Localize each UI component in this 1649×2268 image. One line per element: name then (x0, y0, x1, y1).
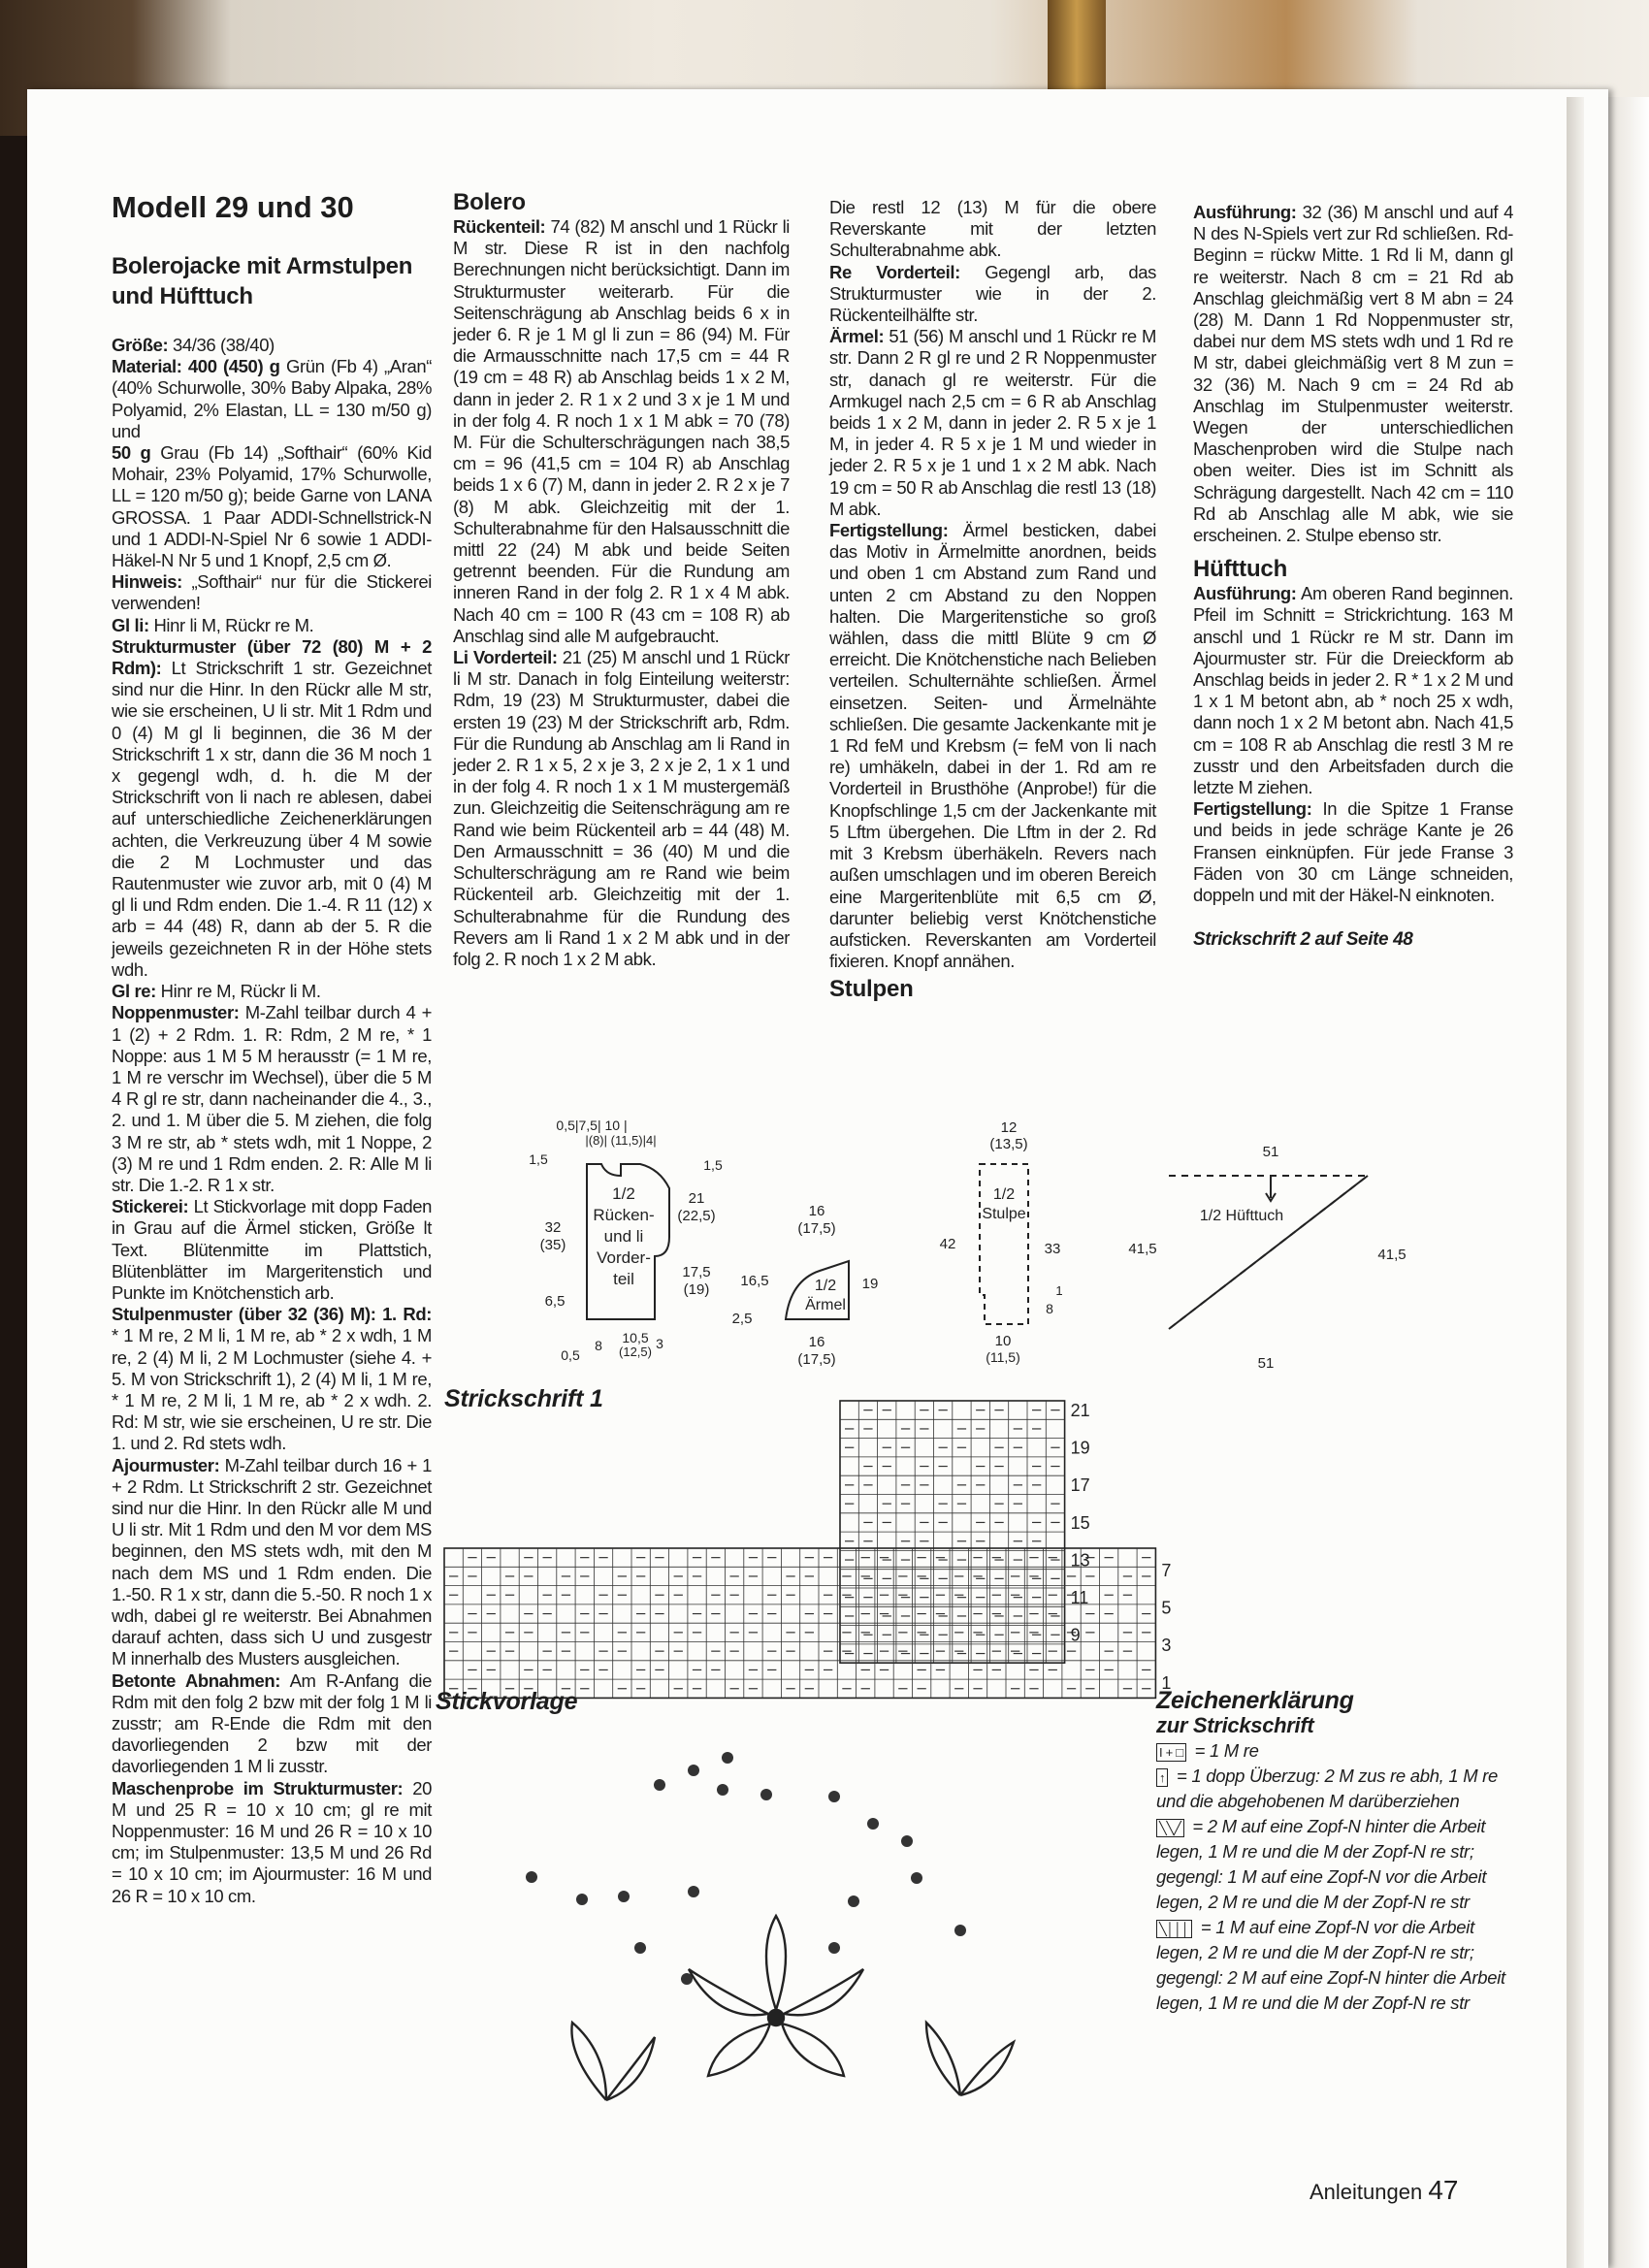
paragraph-label: Li Vorderteil: (453, 647, 558, 668)
column-1-text (112, 335, 432, 1907)
column-2-text (453, 216, 790, 970)
chart-row-number: 11 (1070, 1588, 1089, 1607)
svg-text:1,5: 1,5 (703, 1157, 723, 1173)
col4b-paragraph (1193, 798, 1513, 906)
footer-label: Anleitungen (1310, 2180, 1423, 2204)
svg-text:16: 16 (808, 1203, 825, 1219)
paragraph-text: Grau (Fb 14) „Softhair“ (60% Kid Mohair, 23% Polyamid, 17% Schurwolle, LL = 120 m/50 g); beide Garne von LANA GROSSA. 1 Paar ADDI-Schnellstrick-N und 1 ADDI-N-Spiel Nr 6 sowie 1 ADDI-Häkel-N Nr 5 und 1 Knopf, 2,5 cm Ø. (112, 442, 432, 571)
paragraph-text: Gegengl arb, das Strukturmuster wie in der 2. Rückenteilhälfte str. (829, 261, 1156, 326)
svg-text:51: 51 (1262, 1144, 1279, 1160)
paragraph-label: Material: 400 (450) g (112, 356, 280, 377)
chart-row-number: 15 (1070, 1512, 1090, 1533)
svg-text:1,5: 1,5 (529, 1151, 548, 1167)
col1-paragraph (112, 1002, 432, 1196)
column-2 (453, 187, 790, 970)
paragraph-text: Lt Strickschrift 1 str. Gezeichnet sind nur die Hinr. In den Rückr alle M str, wie sie erscheinen, U li str. Mit 1 Rdm und 0 (4) M gl li beginnen, die 36 M der Strickschrift 1 x str, dann die 36 M noch 1 x gegengl wdh, d. h. die M der Strickschrift von li nach re ablesen, dabei auf unterschiedliche Zeichenerklärungen achten, die Verkreuzung über 4 M sowie die 2 M Lochmuster und das Rautenmuster wie zuvor arb, mit 0 (4) M gl li und Rdm enden. Die 1.-4. R 11 (12) x arb = 44 (48) R, dann ab der 5. R die jeweils gezeichneten R in der Höhe stets wdh. (112, 658, 432, 980)
paragraph-text: M-Zahl teilbar durch 16 + 1 + 2 Rdm. Lt Strickschrift 2 str. Gezeichnet sind nur die Hinr. In den Rückr alle M und U li str. Mit 1 Rdm und den M vor dem MS beginnen, den MS stets wdh, mit den M nach dem MS und 1 Rdm enden. Die 1.-50. R 1 x str, dann die 5.-50. R noch 1 x wdh, dabei gl re weiterstr. Bei Abnahmen darauf achten, dass sich U und zusgestr M innerhalb des Musters ausgleichen. (112, 1454, 432, 1669)
legend-text: = 1 M auf eine Zopf-N vor die Arbeit legen, 2 M re und die M der Zopf-N re str; gegengl: 2 M auf eine Zopf-N hinter die Arbeit legen, 1 M re und die M der Zopf-N re str (1156, 1917, 1505, 2013)
paragraph-text: 34/36 (38/40) (168, 335, 275, 355)
paragraph-label: Gl li: (112, 614, 149, 635)
column-3 (829, 197, 1156, 1003)
paragraph-label: Strukturmuster (über 72 (80) M + 2 Rdm): (112, 635, 432, 679)
svg-text:1/2: 1/2 (814, 1278, 837, 1294)
legend-title-2: zur Strickschrift (1156, 1713, 1314, 1737)
section-heading-bolero: Bolero (453, 189, 526, 215)
paragraph-label: Ausführung: (1193, 202, 1297, 222)
paragraph-label: Ärmel: (829, 326, 885, 347)
svg-text:21: 21 (688, 1190, 705, 1207)
paragraph-text: 32 (36) M anschl und auf 4 N des N-Spiels vert zur Rd schließen. Rd-Beginn = rückw Mitte. 1 Rd li M, dann gl re weiterstr. Nach 8 cm = 21 Rd ab Anschlag gleichmäßig vert 8 M abn = 24 (28) M. Dann 1 Rd Noppenmuster str, dabei nur dem MS stets wdh und 1 Rd re M str, dabei gleichmäßig vert 8 M zun = 32 (36) M. Nach 9 cm = 24 Rd ab Anschlag im Stulpenmuster weiterstr. Wegen der unterschiedlichen Maschenproben wird die Stulpe nach oben weiter. Dies ist im Schnitt als Schrägung dargestellt. Nach 42 cm = 110 Rd ab Anschlag alle M abk, wie sie erscheinen. 2. Stulpe ebenso str. (1193, 202, 1513, 546)
col1-paragraph (112, 356, 432, 442)
legend-text: = 1 dopp Überzug: 2 M zus re abh, 1 M re und die abgehobenen M darüberziehen (1156, 1766, 1498, 1811)
paragraph-text: 74 (82) M anschl und 1 Rückr li M str. Diese R ist in den nachfolg Berechnungen nicht berücksichtigt. Dann im Strukturmuster weiterarb. Für die Seitenschrägung ab Anschlag beids 6 x in jeder 6. R je 1 M gl li zun = 86 (94) M. Für die Armausschnitte nach 17,5 cm = 44 R (19 cm = 48 R) ab Anschlag beids 1 x 2 M, dann in jeder 2. R 1 x 2 und 3 x je 1 M und in der folg 4. R noch 1 x 1 M abk = 70 (78) M. Für die Schulterschrägungen nach 38,5 cm = 96 (41,5 cm = 104 R) ab Anschlag beids 1 x 6 (7) M, dann in jeder 2. R 2 x je 7 (8) M abk. Gleichzeitig mit der 1. Schulterabnahme für den Halsausschnitt die mittl 22 (24) M abk und beide Seiten getrennt beenden. Für die Rundung am inneren Rand in der folg 2. R 1 x 4 M abk. Nach 40 cm = 100 R (43 cm = 108 R) ab Anschlag sind alle M aufgebraucht. (453, 216, 790, 646)
svg-text:0,5: 0,5 (561, 1347, 580, 1363)
svg-text:(35): (35) (539, 1237, 566, 1253)
paragraph-label: Ajourmuster: (112, 1454, 220, 1475)
svg-text:(17,5): (17,5) (797, 1351, 836, 1368)
svg-text:|(8)| (11,5)|4|: |(8)| (11,5)|4| (585, 1133, 657, 1148)
legend-text: = 1 M re (1189, 1740, 1259, 1761)
svg-text:19: 19 (861, 1276, 879, 1292)
col2-paragraph (453, 216, 790, 647)
svg-text:Vorder-: Vorder- (597, 1248, 651, 1267)
paragraph-text: Am R-Anfang die Rdm mit den folg 2 bzw mit der folg 1 M li zusstr; am R-Ende die Rdm mit den davorliegenden 2 bzw mit der davorliegenden 1 M li zusstr. (112, 1669, 433, 1777)
svg-text:teil: teil (613, 1270, 634, 1288)
chart-row-number: 1 (1161, 1672, 1172, 1693)
paragraph-label: Fertigstellung: (829, 520, 949, 541)
svg-text:17,5: 17,5 (682, 1264, 711, 1280)
paragraph-text: 20 M und 25 R = 10 x 10 cm; gl re mit Noppenmuster: 16 M und 26 R = 10 x 10 cm; im Stulpenmuster: 13,5 M und 26 Rd = 10 x 10 cm; im Ajourmuster: 16 M und 26 R = 10 x 10 cm. (112, 1777, 432, 1906)
svg-text:(19): (19) (683, 1281, 710, 1298)
paragraph-label: Fertigstellung: (1193, 798, 1312, 820)
paragraph-text: Lt Stickvorlage mit dopp Faden in Grau auf die Ärmel sticken, Größe lt Text. Blütenmitte im Plattstich, Blütenblätter im Margeritenstich und Punkte im Knötchenstich arb. (112, 1196, 432, 1303)
column-1 (112, 189, 432, 1907)
svg-text:1/2 Hüfttuch: 1/2 Hüfttuch (1199, 1208, 1284, 1224)
page-title: Modell 29 und 30 (112, 190, 354, 224)
column-3-text (829, 197, 1156, 972)
col1-paragraph (112, 615, 432, 636)
paragraph-text: Am oberen Rand beginnen. Pfeil im Schnitt = Strickrichtung. 163 M anschl und 1 Rückr re M str. Dann im Ajourmuster str. Für die Dreieckform ab Anschlag beids in jeder 2. R * 1 x 2 M und 1 x 1 M betont abn, ab * noch 25 x wdh, dann noch 1 x 2 M betont abn. Nach 41,5 cm = 108 R ab Anschlag die restl 3 M re zusstr und den Arbeitsfaden durch die letzte M ziehen. (1193, 583, 1513, 798)
svg-text:8: 8 (595, 1338, 602, 1353)
column-4-text (1193, 202, 1513, 546)
page-footer (1310, 2175, 1459, 2206)
col3-paragraph (829, 326, 1156, 520)
svg-text:16,5: 16,5 (740, 1273, 769, 1289)
col4b-paragraph (1193, 583, 1513, 798)
chart-row-number: 7 (1161, 1561, 1172, 1580)
col1-paragraph (112, 1670, 432, 1778)
col1-paragraph (112, 636, 432, 981)
svg-text:12: 12 (1000, 1119, 1018, 1136)
paragraph-text: 21 (25) M anschl und 1 Rückr li M str. Danach in folg Einteilung weiterstr: Rdm, 19 (23) M Strukturmuster, dabei die ersten 19 (23) M der Strickschrift arb, Rdm. Für die Rundung ab Anschlag am li Rand in jeder 2. R 1 x 5, 2 x je 3, 2 x je 2, 1 x 1 und in der folg 4. R noch 1 x 1 M mustergemäß zun. Gleichzeitig die Seitenschrägung am re Rand wie beim Rückenteil arb = 44 (48) M. Den Armausschnitt = 36 (40) M und die Schulterschrägung am re Rand wie beim Rückenteil arb. Gleichzeitig mit der 1. Schulterabnahme für die Rundung des Revers am li Rand 1 x 2 M abk und in der folg 2. R noch 1 x 2 M abk. (453, 647, 790, 969)
chart-reference: Strickschrift 2 auf Seite 48 (1193, 929, 1413, 951)
page-edge (1567, 97, 1584, 2268)
chart-legend (1156, 1688, 1505, 2016)
paragraph-label: Größe: (112, 335, 169, 355)
paragraph-text: Hinr re M, Rückr li M. (155, 981, 321, 1002)
section-heading-huefttuch: Hüfttuch (1193, 556, 1288, 583)
legend-symbol: ╲│││ (1156, 1920, 1192, 1938)
strickschrift-title: Strickschrift 1 (444, 1385, 603, 1412)
paragraph-label: Ausführung: (1193, 583, 1297, 604)
svg-text:1/2: 1/2 (612, 1184, 635, 1203)
svg-text:6,5: 6,5 (544, 1293, 566, 1310)
col3-paragraph (829, 520, 1156, 972)
svg-text:10,5: 10,5 (622, 1330, 649, 1345)
svg-text:(17,5): (17,5) (797, 1220, 836, 1237)
svg-text:16: 16 (808, 1334, 825, 1350)
chart-row-number: 9 (1070, 1625, 1081, 1645)
col1-paragraph (112, 1778, 432, 1907)
stickvorlage-title: Stickvorlage (436, 1688, 578, 1715)
svg-text:(12,5): (12,5) (619, 1345, 652, 1359)
col1-paragraph (112, 1196, 432, 1304)
svg-text:10: 10 (994, 1333, 1012, 1349)
chart-row-number: 5 (1161, 1598, 1172, 1618)
column-4 (1193, 202, 1513, 952)
paragraph-text: Grün (Fb 4) „Aran“ (40% Schurwolle, 30% Baby Alpaka, 28% Polyamid, 2% Elastan, LL = 130 m/50 g) und (112, 356, 433, 441)
legend-symbol: ↑ (1156, 1768, 1168, 1787)
paragraph-text: 51 (56) M anschl und 1 Rückr re M str. Dann 2 R gl re und 2 R Noppenmuster str, danach gl re weiterstr. Für die Armkugel nach 2,5 cm = 6 R ab Anschlag beids 1 x 2 M, dann in jeder 2. R 5 x je 1 M, in jeder 4. R 5 x je 1 M und wieder in jeder 2. R 5 x je 1 und 1 x 2 M abk. Nach 19 cm = 50 R ab Anschlag die restl 13 (18) M abk. (829, 326, 1156, 519)
chart-row-number: 13 (1070, 1550, 1090, 1571)
page-number: 47 (1428, 2175, 1459, 2205)
col4-paragraph (1193, 202, 1513, 546)
paragraph-label: Re Vorderteil: (829, 261, 960, 282)
paragraph-label: Stickerei: (112, 1196, 189, 1217)
legend-symbol: I + □ (1156, 1743, 1186, 1762)
legend-item (1156, 1738, 1505, 1764)
paragraph-label: Noppenmuster: (112, 1002, 240, 1023)
paragraph-label: Gl re: (112, 981, 156, 1002)
paragraph-text: * 1 M re, 2 M li, 1 M re, ab * 2 x wdh, 1 M re, 2 (4) M li, 2 M Lochmuster (siehe 4. + 5. M von Strickschrift 1), 2 (4) M li, 1 M re, * 1 M re, 2 M li, 1 M re, ab * 2 x wdh. 2. Rd: M str, wie sie erscheinen, U re str. Die 1. und 2. Rd stets wdh. (112, 1325, 432, 1454)
svg-text:1/2: 1/2 (992, 1186, 1016, 1203)
paragraph-label: Stulpenmuster (über 32 (36) M): 1. Rd: (112, 1304, 432, 1325)
svg-text:0,5|7,5| 10 |: 0,5|7,5| 10 | (556, 1118, 628, 1133)
col3-paragraph (829, 262, 1156, 327)
legend-item (1156, 1814, 1505, 1915)
col1-paragraph (112, 571, 432, 614)
col1-paragraph (112, 442, 432, 571)
legend-item (1156, 1915, 1505, 2016)
svg-text:Rücken-: Rücken- (593, 1206, 655, 1224)
chart-row-number: 17 (1070, 1475, 1090, 1496)
col1-paragraph (112, 1455, 432, 1670)
svg-text:Stulpe: Stulpe (982, 1206, 1026, 1222)
legend-text: = 2 M auf eine Zopf-N hinter die Arbeit legen, 1 M re und die M der Zopf-N re str; gegengl: 1 M auf eine Zopf-N vor die Arbeit legen, 2 M re und die M der Zopf-N re str (1156, 1816, 1487, 1912)
col1-paragraph (112, 335, 432, 356)
svg-text:8: 8 (1046, 1301, 1053, 1316)
svg-text:2,5: 2,5 (731, 1311, 753, 1327)
paragraph-label: 50 g (112, 442, 151, 464)
col2-paragraph (453, 647, 790, 970)
paragraph-label: Maschenprobe im Strukturmuster: (112, 1777, 404, 1798)
paragraph-text: Ärmel besticken, dabei das Motiv in Ärmelmitte anordnen, beids und oben 1 cm Abstand zum Rand und unten 2 cm Abstand zu den Noppen halten. Die Margeritenstiche so groß wählen, dass die mittl Blüte 9 cm Ø erreicht. Die Knötchenstiche nach Belieben verteilen. Schulternähte schließen. Ärmel einsetzen. Seiten- und Ärmelnähte schließen. Die gesamte Jackenkante mit je 1 Rd feM und Krebsm (= feM von li nach re) umhäkeln, dabei in der 1. Rd am re Vorderteil in Brusthöhe (Anprobe!) für die Knopfschlinge 1,5 cm der Jackenkante mit 5 Lftm übergehen. Die Lftm in der 2. Rd mit 3 Krebsm überhäkeln. Revers nach außen umschlagen und im oberen Bereich eine Margeritenblüte mit 6,5 cm Ø, darunter beliebig verst Knötchenstiche aufsticken. Reverskanten am Vorderteil fixieren. Knopf annähen. (829, 520, 1156, 972)
svg-text:(11,5): (11,5) (986, 1349, 1020, 1365)
chart-row-number: 21 (1070, 1401, 1090, 1420)
column-4b-text (1193, 583, 1513, 906)
legend-symbol: ╲╲╱ (1156, 1819, 1184, 1837)
svg-text:Ärmel: Ärmel (805, 1297, 846, 1313)
paragraph-text: „Softhair“ nur für die Stickerei verwenden! (112, 571, 432, 614)
section-heading-stulpen: Stulpen (829, 976, 914, 1003)
svg-text:und li: und li (603, 1227, 644, 1246)
svg-text:41,5: 41,5 (1377, 1247, 1406, 1263)
legend-title-1: Zeichenerklärung (1156, 1687, 1354, 1714)
col1-paragraph (112, 981, 432, 1002)
paragraph-text: M-Zahl teilbar durch 4 + 1 (2) + 2 Rdm. 1. R: Rdm, 2 M re, * 1 Noppe: aus 1 M 5 M herausstr (= 1 M re, 1 M re verschr im Wechsel), über die 5 M 4 R gl re str, dann nacheinander die 4., 3., 2. und 1. M über die 5. M ziehen, die folg 3 M re str, ab * stets wdh, mit 1 Noppe, 2 (3) M re und 1 Rdm enden. 2. R: Alle M li str. Die 1.-2. R 1 x str. (112, 1002, 432, 1195)
paragraph-label: Betonte Abnahmen: (112, 1669, 281, 1691)
svg-text:1: 1 (1055, 1283, 1063, 1298)
svg-text:51: 51 (1257, 1355, 1275, 1372)
svg-text:33: 33 (1044, 1241, 1061, 1257)
chart-row-number: 19 (1070, 1438, 1090, 1458)
paragraph-text: Die restl 12 (13) M für die obere Reverskante mit der letzten Schulterabnahme abk. (829, 197, 1156, 261)
paragraph-text: Hinr li M, Rückr re M. (148, 614, 314, 635)
paragraph-label: Hinweis: (112, 571, 182, 593)
svg-text:3: 3 (656, 1336, 663, 1351)
svg-text:41,5: 41,5 (1128, 1241, 1157, 1257)
paragraph-label: Rückenteil: (453, 216, 546, 237)
svg-text:(13,5): (13,5) (989, 1136, 1028, 1152)
paragraph-text: In die Spitze 1 Franse und beids in jede schräge Kante je 26 Fransen einknüpfen. Für jede Franse 3 Fäden von 30 cm Länge schneiden, doppeln und mit der Häkel-N einknoten. (1193, 798, 1513, 906)
col3-paragraph (829, 197, 1156, 262)
svg-text:42: 42 (939, 1236, 956, 1252)
svg-text:(22,5): (22,5) (677, 1208, 716, 1224)
chart-row-number: 3 (1161, 1636, 1172, 1656)
legend-items (1156, 1738, 1505, 2016)
svg-text:32: 32 (544, 1219, 562, 1236)
col1-paragraph (112, 1304, 432, 1454)
legend-item (1156, 1764, 1505, 1814)
page-subtitle: Bolerojacke mit Armstulpen und Hüfttuch (112, 253, 413, 309)
